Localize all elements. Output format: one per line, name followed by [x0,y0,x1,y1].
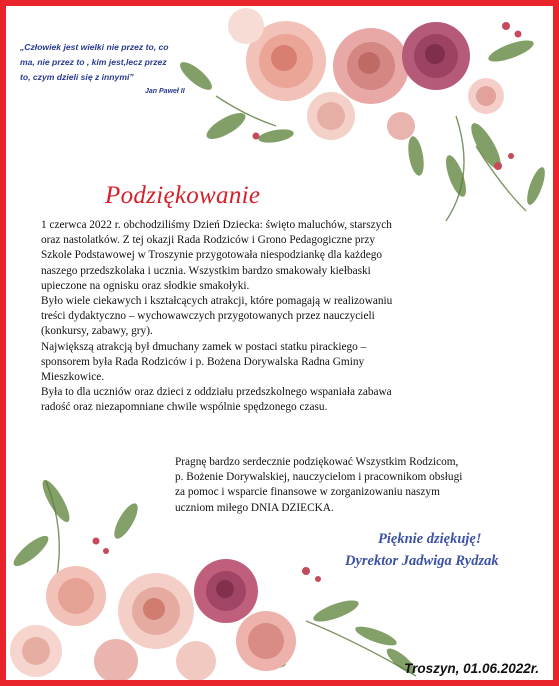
quote-line: „Człowiek jest wielki nie przez to, co [20,42,169,52]
body-paragraph: Była to dla uczniów oraz dzieci z oddziału przedszkolnego wspaniała zabawa radość oraz niezapomniane chwile wspólnie spędzonego czasu. [41,386,392,414]
quote-line: ma, nie przez to , kim jest,lecz przez [20,57,167,67]
quote-author: Jan Paweł II [145,88,185,95]
signature-name: Dyrektor Jadwiga Rydzak [345,553,499,569]
body-paragraph: Największą atrakcją był dmuchany zamek w postaci statku pirackiego – sponsorem była Rada Rodziców i p. Bożena Dorywalska Radna Gminy Mieszkowice. [41,340,367,384]
date-place: Troszyn, 01.06.2022r. [404,661,539,676]
page-title: Podziękowanie [105,182,261,209]
signature-greeting: Pięknie dziękuję! [378,531,482,547]
body-paragraph: 1 czerwca 2022 r. obchodziliśmy Dzień Dziecka: święto maluchów, starszych oraz nastolatków. Z tej okazji Rada Rodziców i Grono Pedagogiczne przy Szkole Podstawowej w Troszynie przygotowała niespodziankę dla każdego naszego przedszkolaka i ucznia. Wszystkim bardzo smakowały kiełbaski upieczone na ognisku oraz słodkie smakołyki. [41,219,392,292]
quote-line: to, czym dzieli się z innymi” [20,72,134,82]
letter-body [41,218,481,416]
quote [20,40,232,85]
body-paragraph: Było wiele ciekawych i kształcących atrakcji, które pomagają w realizowaniu treści dydaktyczno – wychowawczych przygotowanych przez nauczycieli (konkursy, zabawy, gry). [41,295,393,338]
thanks-paragraph: Pragnę bardzo serdecznie podziękować Wszystkim Rodzicom, p. Bożenie Dorywalskiej, nauczycielom i pracownikom obsługi za pomoc i wsparcie finansowe w zorganizowaniu naszym uczniom miłego DNIA DZIECKA. [175,456,463,514]
